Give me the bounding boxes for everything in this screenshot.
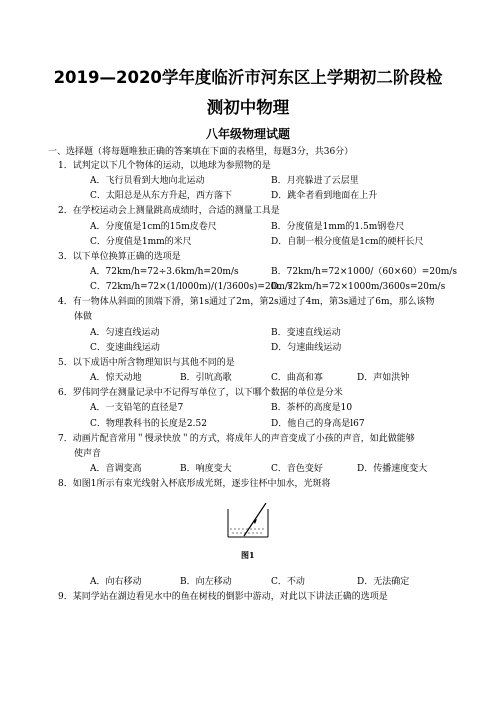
question-6-option-a: A．一支铅笔的直径是7 <box>90 403 184 413</box>
section-heading: 一、选择题（将每题唯独正确的答案填在下面的表格里，每题3分，共36分） <box>48 147 354 157</box>
question-2-option-b: B．分度值是1mm的1.5m钢卷尺 <box>271 222 405 232</box>
question-7-stem: 7．动画片配音常用＂慢录快放＂的方式，将成年人的声音变成了小孩的声音，如此做能够 <box>58 434 415 444</box>
question-4-stem-continued: 体做 <box>74 312 93 322</box>
question-3-stem: 3．以下单位换算正确的选项是 <box>58 252 181 262</box>
question-2-option-a: A．分度值是1cm的15m皮卷尺 <box>90 222 217 232</box>
exam-title-line2: 测初中物理 <box>206 98 290 117</box>
question-1-option-c: C．太阳总是从东方升起，西方落下 <box>90 191 232 201</box>
question-1-stem: 1．试判定以下几个物体的运动，以地球为参照物的是 <box>58 161 271 171</box>
question-2-option-d: D．自制一根分度值是1cm的硬杆长尺 <box>271 237 424 247</box>
question-1-option-b: B．月亮躲进了云层里 <box>271 176 359 186</box>
question-8-option-c: C．不动 <box>271 577 305 587</box>
exam-title-line1: 2019—2020学年度临沂市河东区上学期初二阶段检 <box>53 68 443 87</box>
question-8-stem: 8．如图1所示有束光线射入杯底形成光斑，逐步往杯中加水，光斑将 <box>58 479 331 489</box>
question-4-option-d: D．匀速曲线运动 <box>271 343 342 353</box>
question-5-stem: 5．以下成语中所含物理知识与其他不同的是 <box>58 358 235 368</box>
question-5-option-c: C．曲高和寡 <box>271 373 323 383</box>
question-8-option-b: B．向左移动 <box>180 577 232 587</box>
question-7-option-b: B．响度变大 <box>180 464 232 474</box>
question-4-stem: 4．有一物体从斜面的顶端下滑，第1s通过了2m，第2s通过了4m，第3s通过了6m，那么该物 <box>58 297 435 307</box>
question-6-option-b: B．茶杯的高度是10 <box>271 403 353 413</box>
question-1-option-a: A．飞行员看到大地向北运动 <box>90 176 205 186</box>
question-5-option-d: D．声如洪钟 <box>357 373 410 383</box>
figure-1-cup-light-diagram <box>222 503 274 549</box>
question-8-option-d: D．无法确定 <box>357 577 410 587</box>
question-7-option-a: A．音调变高 <box>90 464 142 474</box>
figure-1-label: 图1 <box>241 550 255 560</box>
question-4-option-b: B．变速直线运动 <box>271 328 341 338</box>
question-6-option-d: D．他自己的身高是l67 <box>271 419 365 429</box>
question-5-option-b: B．引吭高歌 <box>180 373 232 383</box>
question-3-option-b: B．72km/h=72×1000/（60×60）=20m/s <box>271 267 457 277</box>
question-3-option-a: A．72km/h=72÷3.6km/h=20m/s <box>90 267 239 277</box>
question-1-option-d: D．跳伞者看到地面在上升 <box>271 191 378 201</box>
question-4-option-a: A．匀速直线运动 <box>90 328 160 338</box>
question-2-option-c: C．分度值是1mm的米尺 <box>90 237 192 247</box>
exam-subtitle: 八年级物理试题 <box>205 127 290 141</box>
question-3-option-c: C．72km/h=72×(1/l000m)/(1/3600s)=20m/s <box>90 282 293 292</box>
question-6-stem: 6．罗伟同学在测量记录中不记得写单位了，以下哪个数据的单位是分米 <box>58 388 343 398</box>
question-4-option-c: C．变速曲线运动 <box>90 343 160 353</box>
question-8-option-a: A．向右移动 <box>90 577 142 587</box>
question-7-stem-continued: 使声音 <box>74 449 102 459</box>
question-2-stem: 2．在学校运动会上测量跳高成绩时，合适的测量工具是 <box>58 206 280 216</box>
question-9-stem: 9．某同学站在湖边看见水中的鱼在树枝的倒影中游动，对此以下讲法正确的选项是 <box>58 592 388 602</box>
question-7-option-d: D．传播速度变大 <box>357 464 428 474</box>
question-3-option-d: D．72km/h=72×1000m/3600s=20m/s <box>271 282 446 292</box>
question-6-option-c: C．物理教科书的长度是2.52 <box>90 419 207 429</box>
question-5-option-a: A．惊天动地 <box>90 373 142 383</box>
question-7-option-c: C．音色变好 <box>271 464 323 474</box>
